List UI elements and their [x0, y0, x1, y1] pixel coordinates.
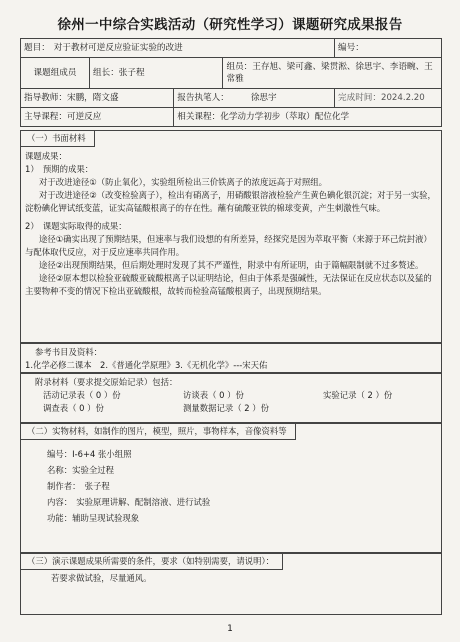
group-cell	[223, 58, 442, 89]
result-label: 课题成果：	[25, 151, 67, 161]
topic-label: 题目：	[24, 43, 50, 53]
survey-record: 调查表（ 0 ）份	[43, 403, 104, 413]
experiment-record: 实验记录（ 2 ）份	[323, 390, 393, 400]
group-members: 王存旭、梁可鑫、梁贯淞、徐思宇、李语畹、王常雅	[226, 62, 433, 84]
document-title: 徐州一中综合实践活动（研究性学习）课题研究成果报告	[57, 17, 403, 33]
appendix-box	[20, 373, 442, 423]
section2-tab: （二）实物材料，如制作的图片，模型，照片，事物样本，音像资料等	[21, 424, 296, 440]
topic-cell	[21, 39, 335, 58]
actual-line-3: 途径②原本想以检验亚硫酸亚硫酸根离子以证明结论，但由于体系是强碱性，无法保证在反应状态以及猛的主要物种不变的情况下检出亚硫酸根，故转而检验高锰酸根离子，出现预期结果。	[25, 273, 432, 296]
related-cell	[174, 108, 442, 127]
material-name: 名称：实验全过程	[47, 465, 114, 475]
members-label-cell	[21, 58, 90, 89]
actual-line-2: 途径②出现预期结果，但后期处理时发现了其不严谨性，附录中有所证明，由于篇幅限制就不过多赘述。	[39, 260, 424, 270]
expected-heading: 1） 预期的成果：	[25, 164, 94, 174]
section3-tab: （三）演示课题成果所需要的条件，要求（如特别需要，请说明）：	[21, 554, 283, 570]
section-demo-conditions	[20, 553, 442, 615]
section1-tab: （一）书面材料	[21, 131, 95, 147]
members-label: 课题组成员	[33, 68, 77, 78]
appendix-label: 附录材料（要求提交原始记录）包括：	[35, 377, 178, 387]
advisor-label: 指导教师：	[24, 93, 67, 103]
actual-heading: 2） 课题实际取得的成果：	[25, 221, 127, 231]
number-label: 编号：	[338, 43, 364, 53]
header-table	[20, 38, 442, 127]
subject-label: 主导课程：	[24, 112, 67, 122]
leader-cell	[90, 58, 223, 89]
actual-line-1: 途径①确实出现了预期结果，但速率与我们设想的有所差异，经探究是因为萃取平衡（来源于环己烷封液）与配体取代反应，对于反应速率共同作用。	[25, 234, 432, 257]
subject-cell	[21, 108, 174, 127]
references-label: 参考书目及资料：	[35, 347, 102, 357]
done-cell	[335, 89, 442, 108]
advisor-cell	[21, 89, 174, 108]
done-date: 2024.2.20	[380, 93, 425, 103]
writer-name: 徐思宇	[250, 93, 277, 103]
topic-value: 对于教材可逆反应验证实验的改进	[53, 43, 183, 53]
group-label: 组员：	[226, 62, 253, 72]
number-cell	[335, 39, 442, 58]
interview-record: 访谈表（ 0 ）份	[183, 390, 244, 400]
demo-condition-line: 若要求做试验，尽量通风。	[51, 573, 152, 583]
references-line: 1.化学必修二课本 2.《普通化学原理》3.《无机化学》---宋天佑	[25, 360, 268, 370]
material-maker: 制作者： 张子程	[47, 481, 110, 491]
references-box	[20, 343, 442, 373]
section-physical-materials	[20, 423, 442, 553]
related-value: 化学动力学初步（萃取）配位化学	[220, 112, 350, 122]
leader-label: 组长：	[93, 68, 119, 78]
expected-line-1: 对于改进途径①（防止氧化），实验组所检出三价铁离子的浓度远高于对照组。	[39, 177, 328, 187]
advisor-names: 宋鹏，隋文盛	[66, 93, 119, 103]
material-content: 内容： 实验原理讲解、配制溶液、进行试验	[47, 497, 211, 507]
related-label: 相关课程：	[177, 112, 221, 122]
section-written-materials	[20, 130, 442, 343]
measure-record: 测量数据记录（ 2 ）份	[183, 403, 270, 413]
material-function: 功能：辅助呈现试验现象	[47, 513, 140, 523]
done-label: 完成时间：	[338, 93, 381, 103]
writer-cell	[174, 89, 335, 108]
page-number: 1	[227, 624, 233, 634]
leader-name: 张子程	[118, 68, 145, 78]
activity-record: 活动记录表（ 0 ）份	[43, 390, 121, 400]
writer-label: 报告执笔人：	[177, 93, 229, 103]
expected-line-2: 对于改进途径②（改变检验离子），检出有硝离子，用硝酸银溶液检验产生黄色碘化银沉淀；对于另一实验，淀粉碘化钾试纸变蓝，证实高锰酸根离子的存在性。蘸有硫酸亚铁的棉球变黄，产生刺激性气味。	[25, 190, 436, 213]
material-number: 编号：I-6+4 张小组照	[47, 449, 132, 459]
subject-value: 可逆反应	[66, 112, 102, 122]
